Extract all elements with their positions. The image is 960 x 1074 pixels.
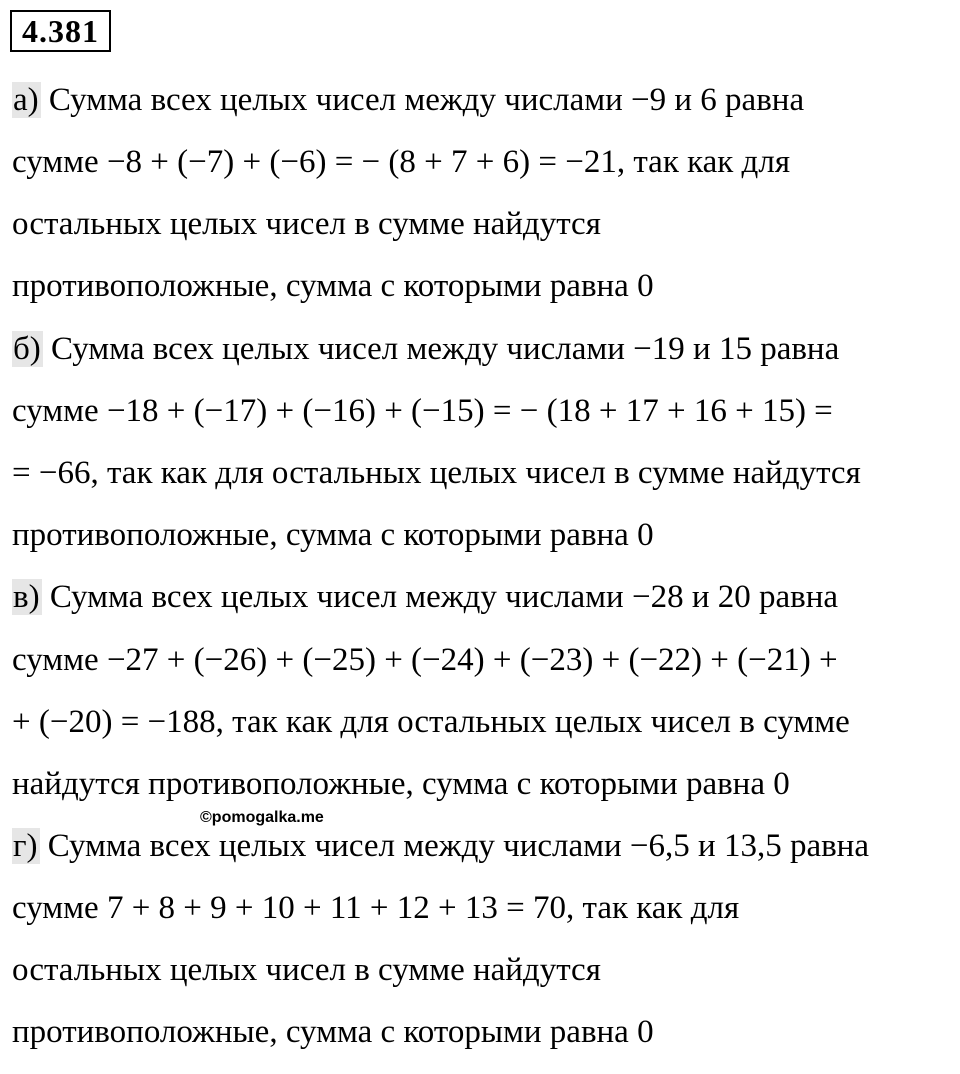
item-b-line-3: = −66, так как для остальных целых чисел в сумме найдутся (12, 455, 861, 491)
item-a-label: а) (13, 82, 39, 118)
problem-number: 4.381 (10, 10, 111, 52)
item-a-line-1 (12, 80, 804, 120)
item-b-text: Сумма всех целых чисел между числами −19 и 15 равна (42, 331, 840, 367)
item-b-line-4: противоположные, сумма с которыми равна 0 (12, 517, 654, 553)
item-d-line-1 (12, 826, 869, 866)
item-c-line-3: + (−20) = −188, так как для остальных целых чисел в сумме (12, 704, 850, 740)
item-b-line-1 (12, 329, 839, 369)
item-d-line-2: сумме 7 + 8 + 9 + 10 + 11 + 12 + 13 = 70, так как для (12, 890, 740, 926)
item-c-line-1 (12, 577, 838, 617)
item-a-line-4: противоположные, сумма с которыми равна 0 (12, 268, 654, 304)
item-b-line-2: сумме −18 + (−17) + (−16) + (−15) = − (18 + 17 + 16 + 15) = (12, 393, 833, 429)
item-a-line-3: остальных целых чисел в сумме найдутся (12, 206, 601, 242)
watermark: ©pomogalka.me (200, 809, 324, 826)
item-c-line-4: найдутся противоположные, сумма с которыми равна 0 (12, 766, 790, 802)
item-b-label: б) (13, 331, 41, 367)
item-a-line-2: сумме −8 + (−7) + (−6) = − (8 + 7 + 6) = −21, так как для (12, 144, 790, 180)
item-c-label: в) (13, 579, 40, 615)
item-c-line-2: сумме −27 + (−26) + (−25) + (−24) + (−23) + (−22) + (−21) + (12, 642, 838, 678)
item-d-line-3: остальных целых чисел в сумме найдутся (12, 952, 601, 988)
item-d-label: г) (13, 828, 38, 864)
item-a-text: Сумма всех целых чисел между числами −9 и 6 равна (40, 82, 805, 118)
item-d-text: Сумма всех целых чисел между числами −6,5 и 13,5 равна (39, 828, 869, 864)
item-d-line-4: противоположные, сумма с которыми равна 0 (12, 1014, 654, 1050)
item-c-text: Сумма всех целых чисел между числами −28 и 20 равна (41, 579, 839, 615)
